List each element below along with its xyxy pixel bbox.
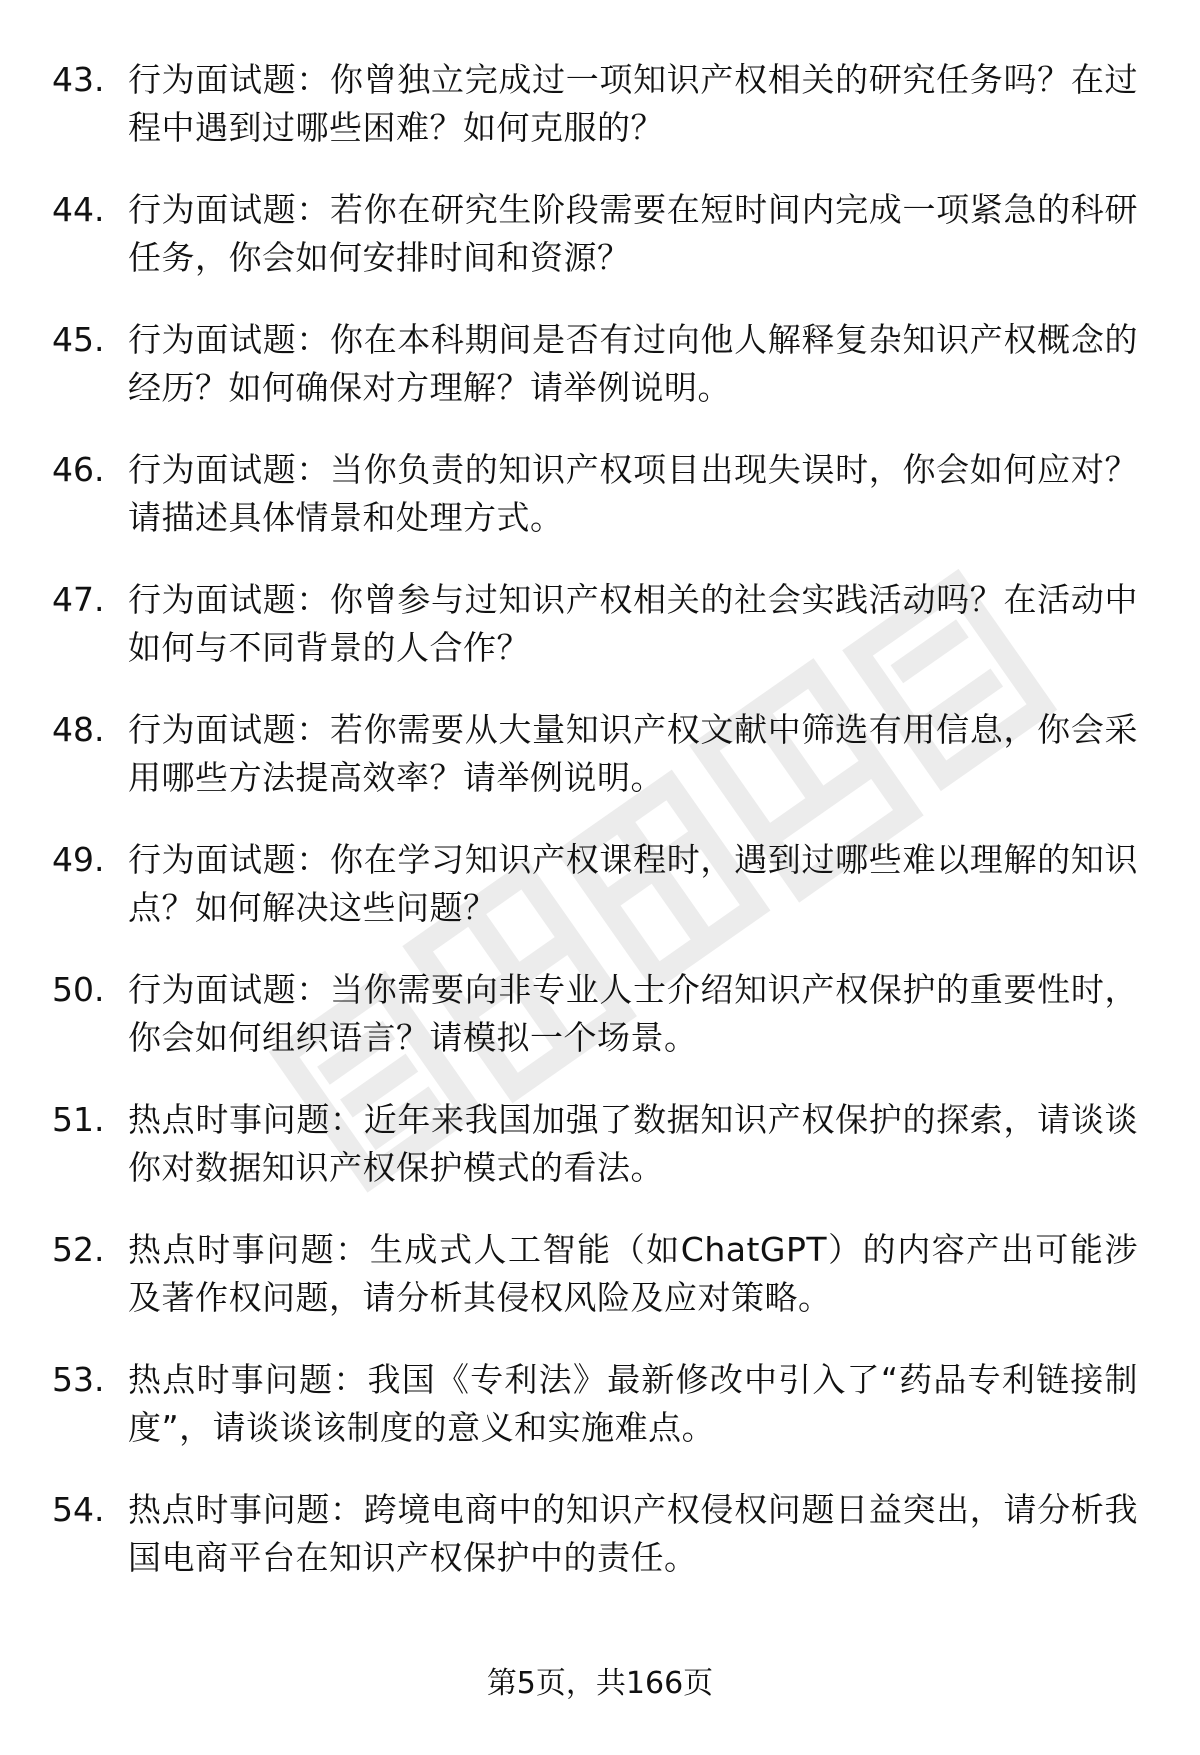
question-number: 45. <box>52 320 105 359</box>
question-item <box>52 1486 1152 1616</box>
question-text: 行为面试题：当你需要向非专业人士介绍知识产权保护的重要性时，你会如何组织语言？请模拟一个场景。 <box>128 970 1138 1057</box>
question-number: 44. <box>52 190 105 229</box>
page-number-label: 第5页，共166页 <box>486 1666 714 1701</box>
question-text: 行为面试题：你在本科期间是否有过向他人解释复杂知识产权概念的经历？如何确保对方理解？请举例说明。 <box>128 320 1138 407</box>
question-item <box>52 836 1152 966</box>
question-item <box>52 1226 1152 1356</box>
page-footer <box>0 1664 1200 1704</box>
question-text: 热点时事问题：生成式人工智能（如ChatGPT）的内容产出可能涉及著作权问题，请分析其侵权风险及应对策略。 <box>128 1230 1138 1317</box>
question-text: 行为面试题：你在学习知识产权课程时，遇到过哪些难以理解的知识点？如何解决这些问题？ <box>128 840 1138 927</box>
question-number: 46. <box>52 450 105 489</box>
question-list <box>52 56 1152 1616</box>
question-item <box>52 706 1152 836</box>
question-text: 行为面试题：你曾独立完成过一项知识产权相关的研究任务吗？在过程中遇到过哪些困难？如何克服的？ <box>128 60 1138 147</box>
question-number: 53. <box>52 1360 105 1399</box>
question-number: 43. <box>52 60 105 99</box>
question-item <box>52 186 1152 316</box>
question-item <box>52 316 1152 446</box>
question-number: 47. <box>52 580 105 619</box>
question-text: 热点时事问题：我国《专利法》最新修改中引入了“药品专利链接制度”，请谈谈该制度的意义和实施难点。 <box>128 1360 1138 1447</box>
question-text: 行为面试题：若你需要从大量知识产权文献中筛选有用信息，你会采用哪些方法提高效率？请举例说明。 <box>128 710 1138 797</box>
question-text: 行为面试题：若你在研究生阶段需要在短时间内完成一项紧急的科研任务，你会如何安排时间和资源？ <box>128 190 1138 277</box>
question-item <box>52 56 1152 186</box>
question-number: 54. <box>52 1490 105 1529</box>
question-number: 50. <box>52 970 105 1009</box>
question-item <box>52 1096 1152 1226</box>
question-number: 49. <box>52 840 105 879</box>
question-number: 52. <box>52 1230 105 1269</box>
question-item <box>52 966 1152 1096</box>
question-number: 51. <box>52 1100 105 1139</box>
question-item <box>52 1356 1152 1486</box>
question-text: 行为面试题：你曾参与过知识产权相关的社会实践活动吗？在活动中如何与不同背景的人合作？ <box>128 580 1138 667</box>
question-item <box>52 576 1152 706</box>
question-item <box>52 446 1152 576</box>
question-text: 行为面试题：当你负责的知识产权项目出现失误时，你会如何应对？请描述具体情景和处理方式。 <box>128 450 1138 537</box>
question-number: 48. <box>52 710 105 749</box>
question-text: 热点时事问题：跨境电商中的知识产权侵权问题日益突出，请分析我国电商平台在知识产权保护中的责任。 <box>128 1490 1138 1577</box>
question-text: 热点时事问题：近年来我国加强了数据知识产权保护的探索，请谈谈你对数据知识产权保护模式的看法。 <box>128 1100 1138 1187</box>
